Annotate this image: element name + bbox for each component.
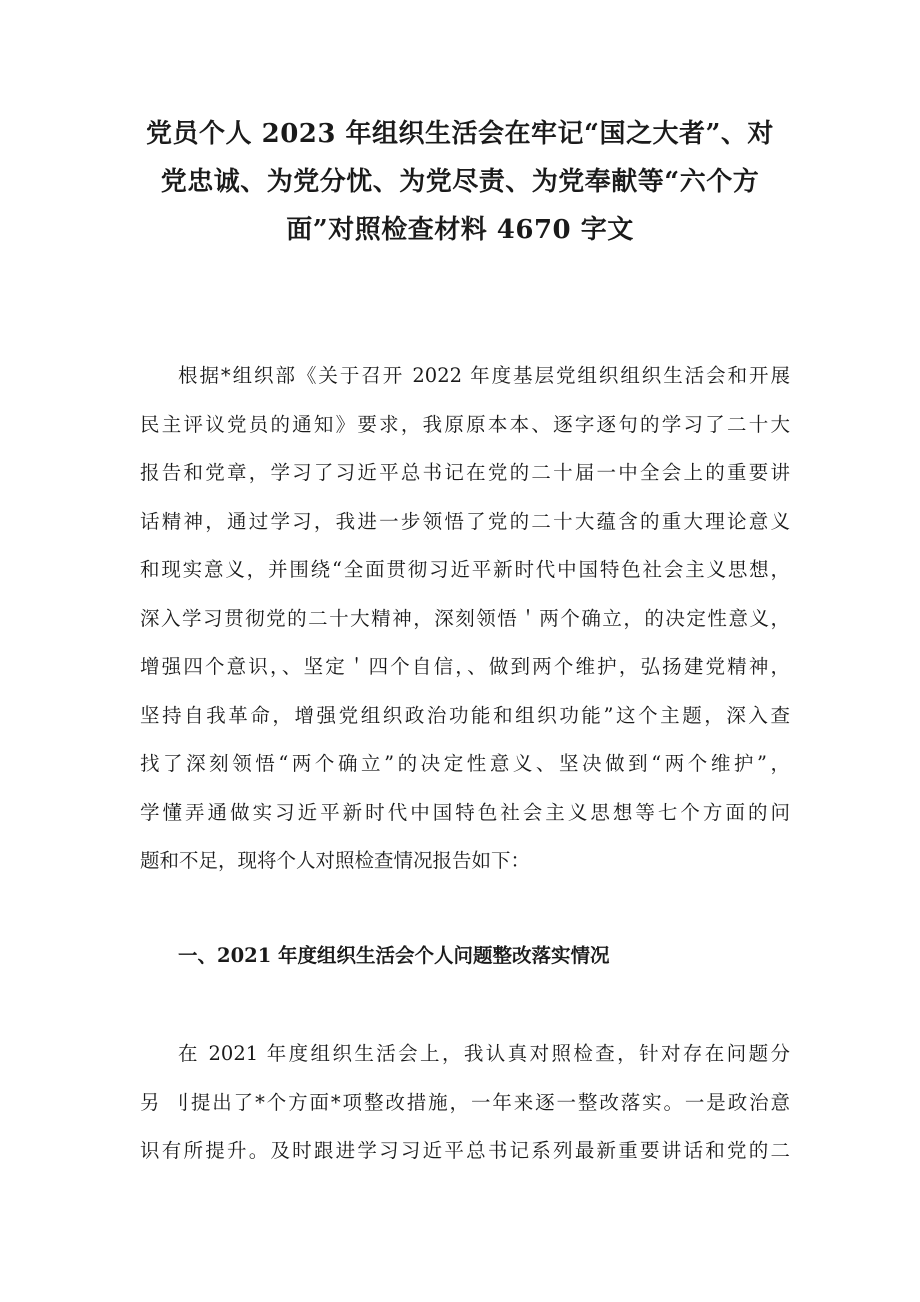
paragraph-line: 在 2021 年度组织生活会上，我认真对照检查，针对存在问题分 — [178, 1042, 790, 1065]
intro-paragraph — [140, 352, 790, 886]
paragraph-line: 另 刂提出了*个方面*项整改措施，一年来逐一整改落实。一是政治意 — [140, 1090, 790, 1114]
paragraph-line: 话精神，通过学习，我进一步领悟了党的二十大蕴含的重大理论意义 — [140, 509, 790, 533]
paragraph-line: 找了深刻领悟“两个确立”的决定性意义、坚决做到“两个维护”， — [140, 752, 790, 775]
document-title — [130, 110, 790, 254]
paragraph-line: 题和不足，现将个人对照检查情况报告如下： — [140, 849, 531, 872]
section-paragraph — [140, 1030, 790, 1176]
paragraph-line: 学懂弄通做实习近平新时代中国特色社会主义思想等七个方面的问 — [140, 800, 790, 824]
section-heading: 一、2021 年度组织生活会个人问题整改落实情况 — [178, 944, 610, 967]
title-line: 党员个人 2023 年组织生活会在牢记“国之大者”、对 — [146, 119, 774, 149]
paragraph-line: 和现实意义，并围绕“全面贯彻习近平新时代中国特色社会主义思想， — [140, 558, 790, 581]
paragraph-line: 根据*组织部《关于召开 2022 年度基层党组织组织生活会和开展 — [178, 364, 790, 387]
title-line: 面”对照检查材料 4670 字文 — [286, 215, 634, 245]
paragraph-line: 民主评议党员的通知》要求，我原原本本、逐字逐句的学习了二十大 — [140, 412, 790, 436]
paragraph-line: 坚持自我革命，增强党组织政治功能和组织功能”这个主题，深入查 — [140, 703, 790, 727]
title-line: 党忠诚、为党分忧、为党尽责、为党奉献等“六个方 — [160, 167, 760, 197]
paragraph-line: 增强四个意识，、坚定＇四个自信，、做到两个维护，弘扬建党精神， — [140, 655, 790, 678]
paragraph-line: 深入学习贯彻党的二十大精神，深刻领悟＇两个确立，的决定性意义， — [140, 606, 790, 630]
paragraph-line: 识有所提升。及时跟进学习习近平总书记系列最新重要讲话和党的二 — [140, 1139, 790, 1162]
paragraph-line: 报告和党章，学习了习近平总书记在党的二十届一中全会上的重要讲 — [140, 461, 790, 484]
